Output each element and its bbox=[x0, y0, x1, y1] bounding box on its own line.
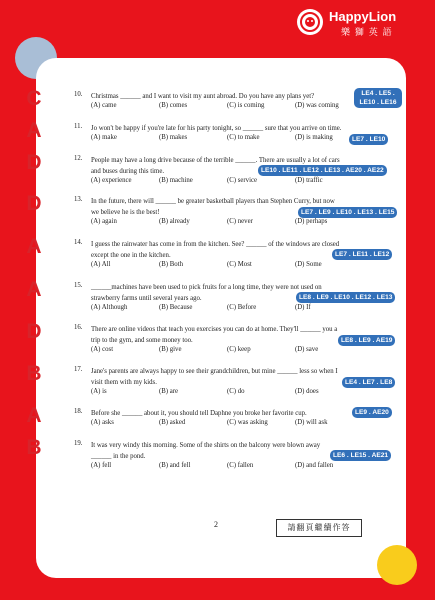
stem-line: People may have a long drive because of the terrible ______. There are usually a lot of cars bbox=[91, 157, 340, 164]
option-b: (B) give bbox=[159, 346, 182, 353]
option-c: (C) fallen bbox=[227, 462, 254, 469]
stem-line: Christmas ______ and I want to visit my aunt abroad. Do you have any plans yet? bbox=[91, 93, 315, 100]
stem-line: visit them with my kids. bbox=[91, 379, 157, 386]
answer-letter: D bbox=[26, 151, 42, 174]
answer-letter: C bbox=[26, 87, 42, 110]
question-number: 19. bbox=[74, 440, 83, 447]
happylion-logo bbox=[297, 8, 425, 38]
question-stem bbox=[91, 408, 391, 419]
option-a: (A) All bbox=[91, 261, 111, 268]
answer-letter: B bbox=[26, 436, 42, 459]
stem-line: trip to the gym, and some money too. bbox=[91, 337, 193, 344]
lesson-tag: LE9 . AE20 bbox=[352, 407, 392, 418]
lesson-tag: LE8 . LE9 . LE10 . LE12 . LE13 bbox=[296, 292, 395, 303]
question-stem bbox=[91, 91, 391, 102]
stem-line: and buses during this time. bbox=[91, 168, 165, 175]
question-number: 15. bbox=[74, 282, 83, 289]
lesson-tag: LE7 . LE10 bbox=[349, 134, 388, 145]
lesson-tag: LE7 . LE11 . LE12 bbox=[332, 249, 392, 260]
option-c: (C) service bbox=[227, 177, 258, 184]
option-d: (D) traffic bbox=[295, 177, 323, 184]
lesson-tag-line: LE10 . LE16 bbox=[359, 99, 397, 106]
stem-line: Jane's parents are always happy to see their grandchildren, but mine ______ less so when I bbox=[91, 368, 338, 375]
option-d: (D) was coming bbox=[295, 102, 339, 109]
option-a: (A) cost bbox=[91, 346, 114, 353]
option-b: (B) machine bbox=[159, 177, 193, 184]
turn-page-notice: 請翻頁繼續作答 bbox=[276, 519, 362, 537]
stem-line: strawberry farms until several years ago. bbox=[91, 295, 202, 302]
lesson-tag-line: LE4 . LE5 . bbox=[361, 90, 395, 97]
option-a: (A) asks bbox=[91, 419, 114, 426]
question-number: 12. bbox=[74, 155, 83, 162]
option-c: (C) do bbox=[227, 388, 245, 395]
answer-letter: A bbox=[26, 119, 42, 142]
option-b: (B) comes bbox=[159, 102, 188, 109]
option-a: (A) came bbox=[91, 102, 117, 109]
stem-line: ______ in the pond. bbox=[91, 453, 146, 460]
lion-logo-icon bbox=[297, 9, 323, 35]
question-number: 10. bbox=[74, 91, 83, 98]
option-d: (D) and fallen bbox=[295, 462, 334, 469]
answer-letter: D bbox=[26, 192, 42, 215]
answer-letter: B bbox=[26, 362, 42, 385]
option-b: (B) already bbox=[159, 218, 190, 225]
question-number: 13. bbox=[74, 196, 83, 203]
lesson-tag: LE4 . LE7 . LE8 bbox=[342, 377, 395, 388]
stem-line: Jo won't be happy if you're late for his party tonight, so ______ sure that you arrive on time. bbox=[91, 125, 342, 132]
option-b: (B) makes bbox=[159, 134, 188, 141]
option-c: (C) Before bbox=[227, 304, 257, 311]
question-number: 17. bbox=[74, 366, 83, 373]
question-number: 18. bbox=[74, 408, 83, 415]
option-d: (D) does bbox=[295, 388, 319, 395]
option-d: (D) perhaps bbox=[295, 218, 328, 225]
question-stem bbox=[91, 123, 391, 134]
option-a: (A) Although bbox=[91, 304, 128, 311]
lesson-tag: LE6 . LE15 . AE21 bbox=[330, 450, 391, 461]
stem-line: It was very windy this morning. Some of the shirts on the balcony were blown away bbox=[91, 442, 321, 449]
lesson-tag: LE8 . LE9 . AE19 bbox=[338, 335, 395, 346]
stem-line: There are online videos that teach you exercises you can do at home. They'll ______ you a bbox=[91, 326, 338, 333]
lesson-tag: LE10 . LE11 . LE12 . LE13 . AE20 . AE22 bbox=[258, 165, 387, 176]
stem-line: we believe he is the best! bbox=[91, 209, 160, 216]
option-c: (C) Most bbox=[227, 261, 252, 268]
option-b: (B) and fell bbox=[159, 462, 191, 469]
option-b: (B) Both bbox=[159, 261, 183, 268]
option-b: (B) asked bbox=[159, 419, 186, 426]
option-d: (D) will ask bbox=[295, 419, 328, 426]
option-d: (D) save bbox=[295, 346, 319, 353]
option-a: (A) make bbox=[91, 134, 117, 141]
option-a: (A) fell bbox=[91, 462, 112, 469]
brand-name-zh: 樂 獅 英 語 bbox=[341, 28, 393, 38]
answer-letter: A bbox=[26, 404, 42, 427]
worksheet-page bbox=[26, 58, 406, 578]
option-d: (D) If bbox=[295, 304, 311, 311]
lesson-tag bbox=[354, 88, 402, 108]
answer-letter: A bbox=[26, 235, 42, 258]
stem-line: Before she ______ about it, you should tell Daphne you broke her favorite cup. bbox=[91, 410, 307, 417]
answer-letter: A bbox=[26, 278, 42, 301]
question-number: 14. bbox=[74, 239, 83, 246]
option-a: (A) is bbox=[91, 388, 107, 395]
option-c: (C) to make bbox=[227, 134, 260, 141]
question-number: 11. bbox=[74, 123, 83, 130]
option-b: (B) are bbox=[159, 388, 179, 395]
answer-letter: D bbox=[26, 320, 42, 343]
lesson-tag: LE7 . LE9 . LE10 . LE13 . LE15 bbox=[298, 207, 397, 218]
option-c: (C) is coming bbox=[227, 102, 265, 109]
brand-name-en: HappyLion bbox=[329, 9, 397, 24]
page-number: 2 bbox=[214, 520, 218, 529]
question-number: 16. bbox=[74, 324, 83, 331]
option-c: (C) was asking bbox=[227, 419, 268, 426]
stem-line: I guess the rainwater has come in from the kitchen. See? ______ of the windows are closed bbox=[91, 241, 340, 248]
option-a: (A) again bbox=[91, 218, 117, 225]
stem-line: ______machines have been used to pick fruits for a long time, they were not used on bbox=[91, 284, 322, 291]
option-d: (D) Some bbox=[295, 261, 322, 268]
option-c: (C) keep bbox=[227, 346, 251, 353]
stem-line: In the future, there will ______ be greater basketball players than Stephen Curry, but now bbox=[91, 198, 335, 205]
option-c: (C) never bbox=[227, 218, 253, 225]
option-d: (D) is making bbox=[295, 134, 333, 141]
option-b: (B) Because bbox=[159, 304, 193, 311]
option-a: (A) experience bbox=[91, 177, 132, 184]
decorative-yellow-circle bbox=[377, 545, 417, 585]
stem-line: except the one in the kitchen. bbox=[91, 252, 171, 259]
